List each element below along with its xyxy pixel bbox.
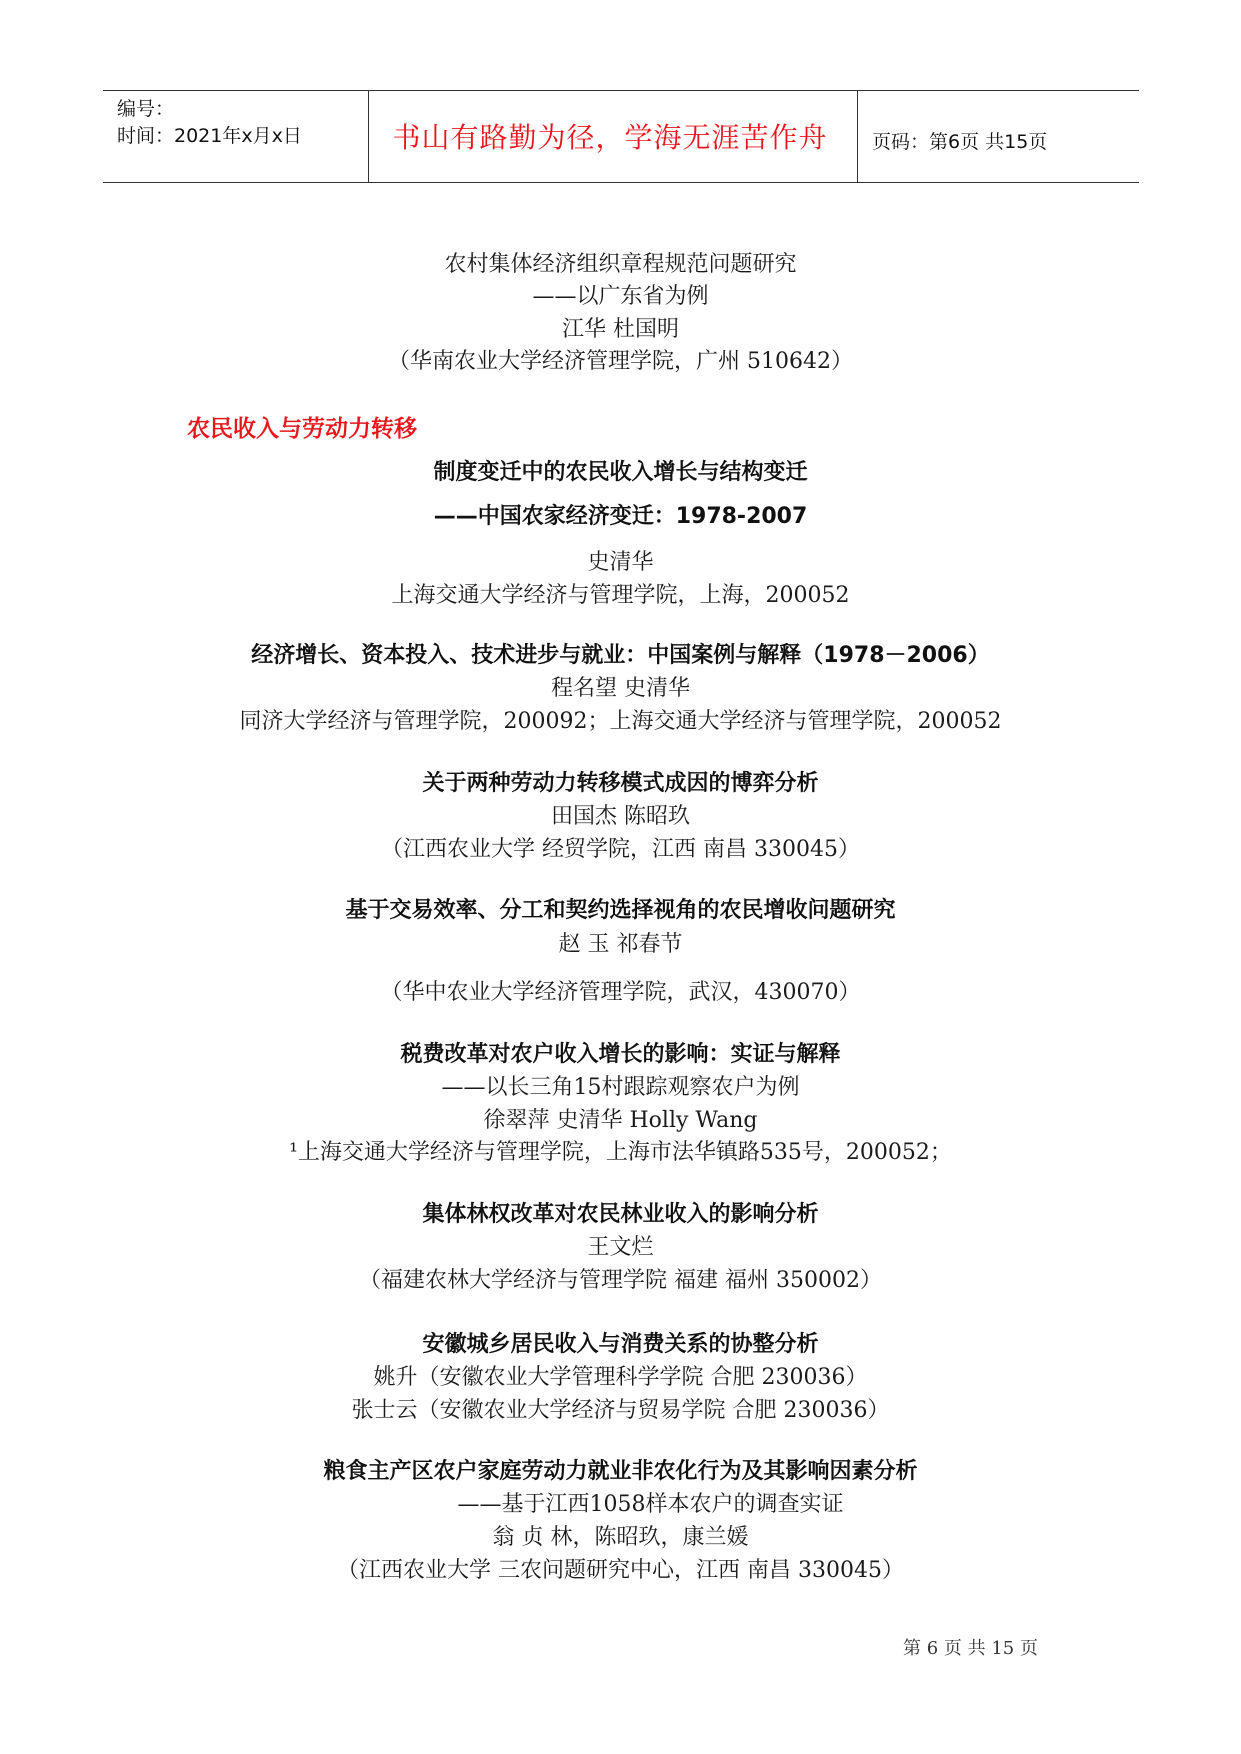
doc2-title: 制度变迁中的农民收入增长与结构变迁 (433, 460, 808, 485)
header-divider-left (368, 90, 369, 182)
header-motto: 书山有路勤为径，学海无涯苦作舟 (392, 121, 828, 154)
doc6-subtitle: ——以长三角15村跟踪观察农户为例 (441, 1075, 800, 1100)
header-bottom-rule (103, 182, 1139, 183)
doc9-subtitle: ——基于江西1058样本农户的调查实证 (457, 1492, 844, 1517)
header-top-rule (103, 90, 1139, 91)
doc9-authors: 翁 贞 林，陈昭玖，康兰媛 (492, 1525, 749, 1550)
doc9-title: 粮食主产区农户家庭劳动力就业非农化行为及其影响因素分析 (323, 1459, 918, 1484)
doc2-affiliation: 上海交通大学经济与管理学院，上海，200052 (391, 583, 850, 608)
doc3-affiliation: 同济大学经济与管理学院，200092；上海交通大学经济与管理学院，200052 (239, 709, 1002, 734)
doc1-title: 农村集体经济组织章程规范问题研究 (444, 252, 797, 277)
doc8-author1: 姚升（安徽农业大学管理科学学院 合肥 230036） (373, 1365, 868, 1390)
doc7-affiliation: （福建农林大学经济与管理学院 福建 福州 350002） (359, 1268, 882, 1293)
footer-page-info: 第 6 页 共 15 页 (903, 1638, 1038, 1659)
doc1-authors: 江华 杜国明 (562, 317, 679, 342)
doc5-title: 基于交易效率、分工和契约选择视角的农民增收问题研究 (345, 898, 896, 923)
doc3-title: 经济增长、资本投入、技术进步与就业：中国案例与解释（1978－2006） (251, 643, 990, 668)
doc6-title: 税费改革对农户收入增长的影响：实证与解释 (400, 1042, 841, 1067)
doc1-subtitle: ——以广东省为例 (532, 284, 709, 309)
header-divider-right (857, 90, 858, 182)
header-page-label: 页码：第6页 共15页 (872, 131, 1048, 153)
doc5-authors: 赵 玉 祁春节 (558, 932, 683, 957)
doc6-authors: 徐翠萍 史清华 Holly Wang (483, 1108, 758, 1133)
doc4-authors: 田国杰 陈昭玖 (551, 804, 690, 829)
doc1-affiliation: （华南农业大学经济管理学院，广州 510642） (388, 349, 853, 374)
doc7-title: 集体林权改革对农民林业收入的影响分析 (422, 1202, 819, 1227)
doc8-author2: 张士云（安徽农业大学经济与贸易学院 合肥 230036） (351, 1398, 890, 1423)
doc6-affiliation: ¹上海交通大学经济与管理学院，上海市法华镇路535号，200052； (289, 1140, 952, 1165)
doc5-affiliation: （华中农业大学经济管理学院，武汉，430070） (380, 980, 861, 1005)
doc3-authors: 程名望 史清华 (551, 676, 690, 701)
header-time-label: 时间：2021年x月x日 (117, 125, 302, 147)
doc2-subtitle: ——中国农家经济变迁：1978-2007 (433, 504, 808, 529)
doc4-title: 关于两种劳动力转移模式成因的博弈分析 (422, 771, 819, 796)
doc7-authors: 王文烂 (587, 1235, 654, 1260)
doc2-authors: 史清华 (587, 550, 654, 575)
doc9-affiliation: （江西农业大学 三农问题研究中心，江西 南昌 330045） (337, 1558, 904, 1583)
section-title: 农民收入与劳动力转移 (187, 416, 417, 442)
header-number-label: 编号： (117, 98, 175, 120)
doc8-title: 安徽城乡居民收入与消费关系的协整分析 (422, 1332, 819, 1357)
doc4-affiliation: （江西农业大学 经贸学院，江西 南昌 330045） (381, 837, 860, 862)
